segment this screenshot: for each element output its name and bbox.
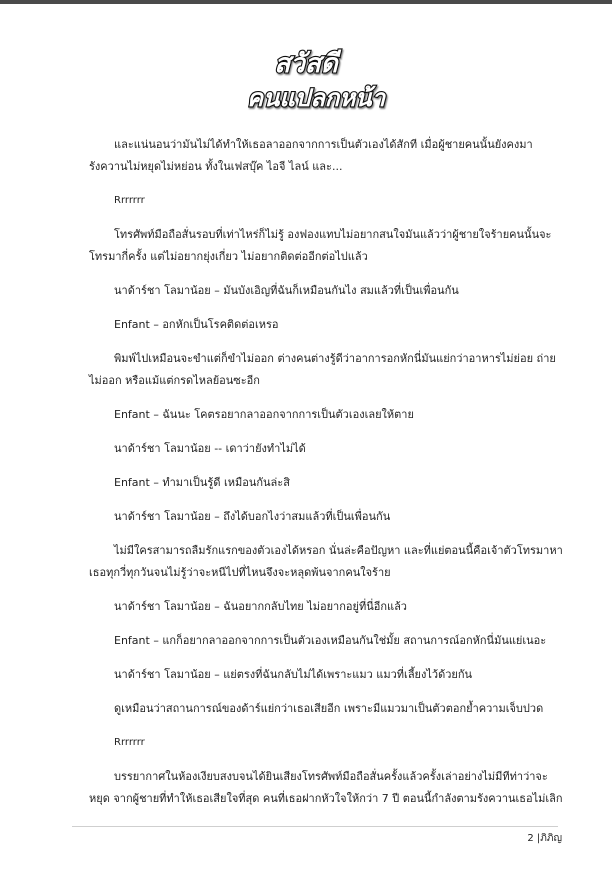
title-line-2: คนแปลกหน้า [246,84,386,112]
narrative-paragraph: ไม่มีใครสามารถลืมรักแรกของตัวเองได้หรอก นั่นล่ะคือปัญหา และที่แย่ตอนนี้คือเจ้าตัวโทรมาหาเธอทุกวี่ทุกวันจนไม่รู้ว่าจะหนีไปที่ไหนจึงจะหลุดพ้นจากคนใจร้าย [89,544,563,579]
narrative-paragraph: บรรยากาศในห้องเงียบสงบจนได้ยินเสียงโทรศัพท์มือถือสั่นครั้งแล้วครั้งเล่าอย่างไม่มีทีท่าว่าจะหยุด จากผู้ชายที่ทำให้เธอเสียใจที่สุด คนที่เธอฝากหัวใจให้กว่า 7 ปี ตอนนี้กำลังตามรังควานเธอไม่เลิก [89,770,563,805]
chat-message: Enfant – ฉันนะ โคตรอยากลาออกจากการเป็นตัวเองเลยให้ตาย [114,408,414,421]
chat-message: Enfant – อกหักเป็นโรคติดต่อเหรอ [114,318,279,331]
page-footer [527,831,562,846]
paragraph-gap [89,494,564,506]
chat-message: นาด้าร์ชา โลมาน้อย – ถึงได้บอกไงว่าสมแล้วที่เป็นเพื่อนกัน [114,510,391,523]
paragraph-gap [89,754,564,766]
paragraph-gap [89,392,564,404]
footer-separator: | [536,833,541,844]
title-logo [0,44,612,116]
footer-divider [72,826,558,827]
paragraph-gap [89,584,564,596]
paragraph-gap [89,268,564,280]
paragraph-gap [89,652,564,664]
paragraph-gap [89,302,564,314]
chat-message: นาด้าร์ชา โลมาน้อย -- เดาว่ายังทำไม่ได้ [114,442,306,455]
paragraph-gap [89,336,564,348]
chat-message: Enfant – แกก็อยากลาออกจากการเป็นตัวเองเหมือนกันใช่มั้ย สถานการณ์อกหักนี่มันแย่เนอะ [114,634,547,647]
paragraph-gap [89,618,564,630]
chat-message: Enfant – ทำมาเป็นรู้ดี เหมือนกันล่ะสิ [114,476,290,489]
paragraph-gap [89,720,564,732]
narrative-paragraph: พิมพ์ไปเหมือนจะขำแต่ก็ขำไม่ออก ต่างคนต่างรู้ดีว่าอาการอกหักนี่มันแย่กว่าอาหารไม่ย่อย ถ่ายไม่ออก หรือแม้แต่กรดไหลย้อนซะอีก [89,352,556,387]
narrative-paragraph: โทรศัพท์มือถือสั่นรอบที่เท่าไหร่ก็ไม่รู้ องฟองแทบไม่อยากสนใจมันแล้วว่าผู้ชายใจร้ายคนนั้นจะโทรมากี่ครั้ง แต่ไม่อยากยุ่งเกี่ยว ไม่อยากติดต่ออีกต่อไปแล้ว [89,228,552,263]
narrative-paragraph: ดูเหมือนว่าสถานการณ์ของด้าร์แย่กว่าเธอเสียอีก เพราะมีแมวมาเป็นตัวตอกย้ำความเจ็บปวด [114,702,544,715]
paragraph-gap [89,212,564,224]
paragraph-gap [89,460,564,472]
chat-message: นาด้าร์ชา โลมาน้อย – ฉันอยากกลับไทย ไม่อยากอยู่ที่นี่อีกแล้ว [114,600,407,613]
chapter-body [89,134,564,810]
title-line-1: สวัสดี [274,49,338,79]
paragraph-gap [89,528,564,540]
paragraph-gap [89,426,564,438]
paragraph-gap [89,178,564,190]
narrative-paragraph: และแน่นอนว่ามันไม่ได้ทำให้เธอลาออกจากการเป็นตัวเองได้สักที เมื่อผู้ชายคนนั้นยังคงมารังควานไม่หยุดไม่หย่อน ทั้งในเฟสบุ๊ค ไอจี ไลน์ และ... [89,138,533,173]
page-number: 2 [527,833,534,844]
chat-message: นาด้าร์ชา โลมาน้อย – มันบังเอิญที่ฉันก็เหมือนกันไง สมแล้วที่เป็นเพื่อนกัน [114,284,459,297]
phone-ring-sfx: Rrrrrrr [114,737,145,748]
phone-ring-sfx: Rrrrrrr [114,195,145,206]
chat-message: นาด้าร์ชา โลมาน้อย – แย่ตรงที่ฉันกลับไม่ได้เพราะแมว แมวที่เลี้ยงไว้ด้วยกัน [114,668,473,681]
footer-author: ภิภิญ [540,833,562,844]
top-border [0,0,612,4]
paragraph-gap [89,686,564,698]
